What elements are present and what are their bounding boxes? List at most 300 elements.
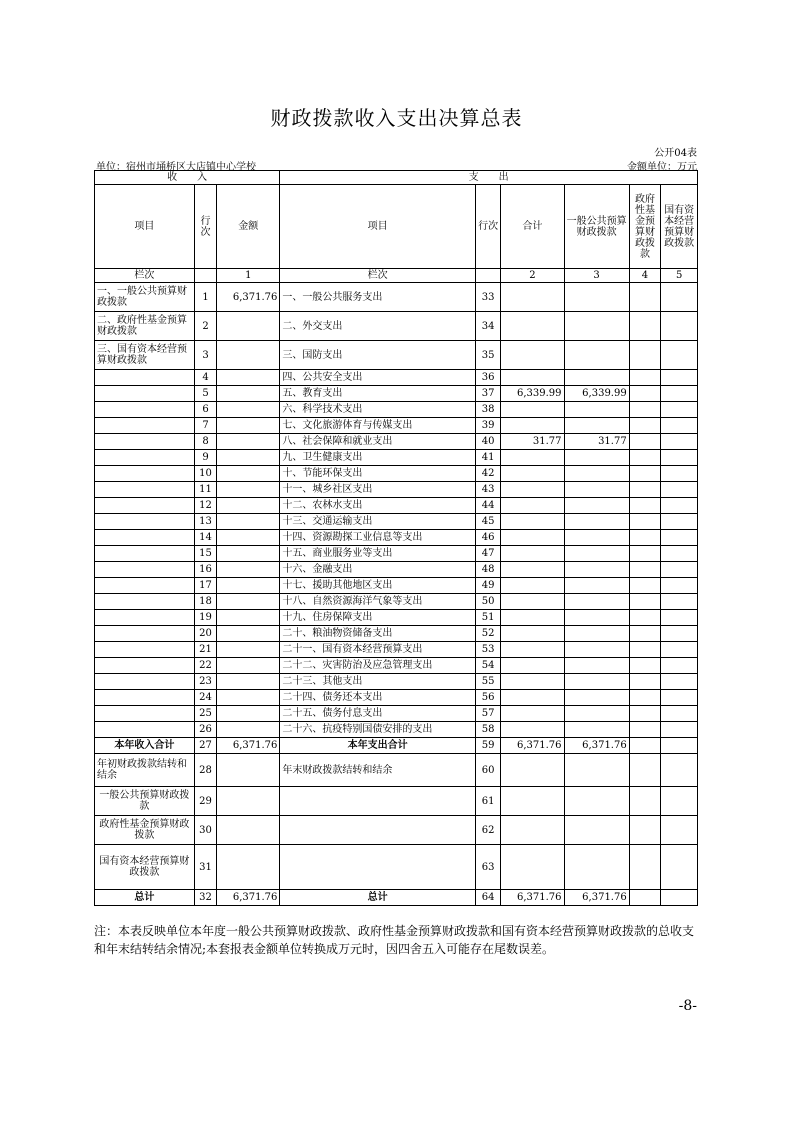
income-amount	[217, 530, 280, 546]
expense-total	[501, 370, 564, 386]
table-row	[95, 530, 698, 546]
col-3: 3	[564, 269, 629, 283]
income-row-no: 21	[194, 642, 216, 658]
expense-state-capital	[661, 626, 698, 642]
expense-total	[501, 530, 564, 546]
income-row-no: 15	[194, 546, 216, 562]
carry-state-capital	[661, 816, 698, 845]
income-row-no: 19	[194, 610, 216, 626]
expense-header: 支 出	[280, 171, 698, 185]
income-item	[95, 626, 195, 642]
table-row	[95, 674, 698, 690]
income-item	[95, 658, 195, 674]
income-item	[95, 434, 195, 450]
carry-gov-fund	[629, 754, 661, 787]
expense-state-capital	[661, 562, 698, 578]
expense-item: 二十六、抗疫特别国债安排的支出	[280, 722, 476, 738]
carry-gov-fund	[629, 845, 661, 890]
table-row	[95, 642, 698, 658]
income-amount	[217, 402, 280, 418]
expense-gov-fund	[629, 434, 661, 450]
carry-state-capital	[661, 845, 698, 890]
income-row-no: 16	[194, 562, 216, 578]
expense-gov-fund	[629, 341, 661, 370]
table-row	[95, 482, 698, 498]
expense-general	[564, 546, 629, 562]
table-row	[95, 283, 698, 312]
expense-row-no: 42	[475, 466, 500, 482]
income-row-no: 26	[194, 722, 216, 738]
expense-general	[564, 450, 629, 466]
expense-item: 二十一、国有资本经营预算支出	[280, 642, 476, 658]
income-item	[95, 610, 195, 626]
income-item	[95, 690, 195, 706]
expense-item: 十四、资源勘探工业信息等支出	[280, 530, 476, 546]
expense-total	[501, 674, 564, 690]
grand_total-expense-total: 6,371.76	[501, 890, 564, 906]
table-row	[95, 341, 698, 370]
expense-state-capital	[661, 370, 698, 386]
expense-gov-fund	[629, 386, 661, 402]
expense-general	[564, 690, 629, 706]
expense-row-no: 40	[475, 434, 500, 450]
expense-general	[564, 283, 629, 312]
income-row-no: 3	[194, 341, 216, 370]
carry-row	[95, 754, 698, 787]
carry-income-item: 年初财政拨款结转和结余	[95, 754, 195, 787]
expense-gov-fund	[629, 722, 661, 738]
carry-state-capital	[661, 754, 698, 787]
table-row	[95, 312, 698, 341]
expense-state-capital	[661, 610, 698, 626]
expense-state-capital	[661, 450, 698, 466]
income-item	[95, 674, 195, 690]
expense-gov-fund	[629, 312, 661, 341]
expense-general	[564, 594, 629, 610]
expense-row-no: 48	[475, 562, 500, 578]
table-row	[95, 658, 698, 674]
carry-gov-fund	[629, 816, 661, 845]
table-row	[95, 514, 698, 530]
carry-expense-row-no: 62	[475, 816, 500, 845]
income-row-no: 7	[194, 418, 216, 434]
carry-expense-row-no: 61	[475, 787, 500, 816]
year_total-income-amount: 6,371.76	[217, 738, 280, 754]
income-amount-header: 金额	[217, 185, 280, 269]
total-header: 合计	[501, 185, 564, 269]
expense-general	[564, 418, 629, 434]
expense-general	[564, 370, 629, 386]
table-row	[95, 690, 698, 706]
money-unit: 金额单位：万元	[627, 162, 697, 173]
expense-state-capital	[661, 418, 698, 434]
carry-state-capital	[661, 787, 698, 816]
expense-total	[501, 594, 564, 610]
income-item	[95, 562, 195, 578]
income-item	[95, 466, 195, 482]
income-item	[95, 578, 195, 594]
table-row	[95, 626, 698, 642]
income-row-no: 1	[194, 283, 216, 312]
year_total-income-row-no: 27	[194, 738, 216, 754]
expense-total	[501, 498, 564, 514]
expense-gov-fund	[629, 370, 661, 386]
state-capital-header: 国有资本经营预算财政拨款	[661, 185, 698, 269]
expense-row-no: 34	[475, 312, 500, 341]
table-row	[95, 562, 698, 578]
expense-total	[501, 466, 564, 482]
grand_total-expense-row-no: 64	[475, 890, 500, 906]
table-row	[95, 498, 698, 514]
carry-expense-item	[280, 845, 476, 890]
expense-gov-fund	[629, 674, 661, 690]
expense-state-capital	[661, 546, 698, 562]
income-item	[95, 450, 195, 466]
expense-total	[501, 578, 564, 594]
carry-gov-fund	[629, 787, 661, 816]
expense-row-no: 35	[475, 341, 500, 370]
expense-item: 二十二、灾害防治及应急管理支出	[280, 658, 476, 674]
expense-row-no: 39	[475, 418, 500, 434]
carry-row	[95, 787, 698, 816]
col-label: 栏次	[280, 269, 476, 283]
expense-general	[564, 466, 629, 482]
table-row	[95, 578, 698, 594]
expense-general	[564, 722, 629, 738]
income-row-no: 17	[194, 578, 216, 594]
income-header: 收 入	[95, 171, 280, 185]
table-row	[95, 466, 698, 482]
expense-general	[564, 642, 629, 658]
carry-income-item: 一般公共预算财政拨款	[95, 787, 195, 816]
expense-gov-fund	[629, 706, 661, 722]
year_total-expense-total: 6,371.76	[501, 738, 564, 754]
income-amount	[217, 341, 280, 370]
expense-gov-fund	[629, 530, 661, 546]
expense-gov-fund	[629, 626, 661, 642]
income-item	[95, 418, 195, 434]
income-item	[95, 370, 195, 386]
year_total-state-capital	[661, 738, 698, 754]
income-amount	[217, 594, 280, 610]
table-row	[95, 722, 698, 738]
expense-state-capital	[661, 578, 698, 594]
col-5: 5	[661, 269, 698, 283]
expense-gov-fund	[629, 466, 661, 482]
expense-state-capital	[661, 482, 698, 498]
income-row-no: 25	[194, 706, 216, 722]
carry-expense-general	[564, 845, 629, 890]
expense-gov-fund	[629, 514, 661, 530]
carry-income-row-no: 28	[194, 754, 216, 787]
expense-gov-fund	[629, 642, 661, 658]
income-amount: 6,371.76	[217, 283, 280, 312]
expense-state-capital	[661, 434, 698, 450]
grand_total-gov-fund	[629, 890, 661, 906]
income-amount	[217, 674, 280, 690]
expense-gov-fund	[629, 610, 661, 626]
year_total-expense-general: 6,371.76	[564, 738, 629, 754]
footnote: 注：本表反映单位本年度一般公共预算财政拨款、政府性基金预算财政拨款和国有资本经营预算财政拨款的总收支和年末结转结余情况;本套报表金额单位转换成万元时，因四舍五入可能存在尾数误差。	[94, 924, 695, 956]
income-amount	[217, 434, 280, 450]
carry-income-item: 政府性基金预算财政拨款	[95, 816, 195, 845]
expense-row-no: 54	[475, 658, 500, 674]
expense-total	[501, 402, 564, 418]
table-row	[95, 706, 698, 722]
expense-row-no: 41	[475, 450, 500, 466]
table-row	[95, 546, 698, 562]
expense-gov-fund	[629, 482, 661, 498]
expense-item: 十八、自然资源海洋气象等支出	[280, 594, 476, 610]
expense-gov-fund	[629, 402, 661, 418]
carry-income-amount	[217, 845, 280, 890]
income-item	[95, 594, 195, 610]
income-amount	[217, 658, 280, 674]
expense-total	[501, 283, 564, 312]
expense-item: 二十四、债务还本支出	[280, 690, 476, 706]
carry-expense-general	[564, 816, 629, 845]
income-amount	[217, 546, 280, 562]
expense-gov-fund	[629, 498, 661, 514]
income-amount	[217, 418, 280, 434]
expense-item: 十、节能环保支出	[280, 466, 476, 482]
income-amount	[217, 466, 280, 482]
table-row	[95, 370, 698, 386]
expense-item: 九、卫生健康支出	[280, 450, 476, 466]
expense-item-header: 项目	[280, 185, 476, 269]
col-2: 2	[501, 269, 564, 283]
expense-gov-fund	[629, 562, 661, 578]
carry-income-amount	[217, 787, 280, 816]
income-row-no: 18	[194, 594, 216, 610]
expense-row-no: 45	[475, 514, 500, 530]
expense-row-no: 58	[475, 722, 500, 738]
expense-total	[501, 312, 564, 341]
table-row	[95, 450, 698, 466]
expense-general	[564, 514, 629, 530]
carry-expense-row-no: 60	[475, 754, 500, 787]
carry-row	[95, 845, 698, 890]
expense-total	[501, 722, 564, 738]
expense-state-capital	[661, 466, 698, 482]
income-amount	[217, 642, 280, 658]
col-4: 4	[629, 269, 661, 283]
expense-item: 一、一般公共服务支出	[280, 283, 476, 312]
income-amount	[217, 690, 280, 706]
grand_total-expense-label: 总计	[280, 890, 476, 906]
carry-row	[95, 816, 698, 845]
grand_total-income-amount: 6,371.76	[217, 890, 280, 906]
carry-expense-item	[280, 787, 476, 816]
income-amount	[217, 514, 280, 530]
col-label: 栏次	[95, 269, 195, 283]
expense-gov-fund	[629, 283, 661, 312]
expense-general	[564, 530, 629, 546]
table-row	[95, 418, 698, 434]
expense-total	[501, 546, 564, 562]
income-item	[95, 530, 195, 546]
expense-general	[564, 658, 629, 674]
expense-row-no: 52	[475, 626, 500, 642]
expense-row-no: 43	[475, 482, 500, 498]
fiscal-summary-table	[94, 170, 698, 906]
expense-item: 二、外交支出	[280, 312, 476, 341]
col-1: 1	[217, 269, 280, 283]
year_total-expense-row-no: 59	[475, 738, 500, 754]
grand_total-expense-general: 6,371.76	[564, 890, 629, 906]
expense-general	[564, 498, 629, 514]
carry-expense-total	[501, 787, 564, 816]
expense-general	[564, 402, 629, 418]
expense-total	[501, 610, 564, 626]
income-amount	[217, 386, 280, 402]
expense-state-capital	[661, 341, 698, 370]
expense-item: 十一、城乡社区支出	[280, 482, 476, 498]
expense-general: 31.77	[564, 434, 629, 450]
carry-expense-total	[501, 845, 564, 890]
expense-general	[564, 578, 629, 594]
carry-expense-item: 年末财政拨款结转和结余	[280, 754, 476, 787]
expense-row-no: 47	[475, 546, 500, 562]
year_total-expense-label: 本年支出合计	[280, 738, 476, 754]
expense-total	[501, 482, 564, 498]
income-item	[95, 386, 195, 402]
income-row-no: 8	[194, 434, 216, 450]
year_total-gov-fund	[629, 738, 661, 754]
income-item	[95, 498, 195, 514]
expense-item: 十六、金融支出	[280, 562, 476, 578]
expense-item: 三、国防支出	[280, 341, 476, 370]
expense-general	[564, 626, 629, 642]
income-amount	[217, 312, 280, 341]
grand_total-income-row-no: 32	[194, 890, 216, 906]
carry-income-row-no: 31	[194, 845, 216, 890]
expense-item: 八、社会保障和就业支出	[280, 434, 476, 450]
expense-state-capital	[661, 594, 698, 610]
carry-expense-total	[501, 816, 564, 845]
income-item: 二、政府性基金预算财政拨款	[95, 312, 195, 341]
carry-expense-total	[501, 754, 564, 787]
income-amount	[217, 562, 280, 578]
expense-state-capital	[661, 402, 698, 418]
expense-total	[501, 658, 564, 674]
income-row-no: 2	[194, 312, 216, 341]
expense-total	[501, 626, 564, 642]
expense-total: 6,339.99	[501, 386, 564, 402]
expense-item: 七、文化旅游体育与传媒支出	[280, 418, 476, 434]
expense-row-no: 38	[475, 402, 500, 418]
gov-fund-header: 政府性基金预算财政拨款	[629, 185, 661, 269]
expense-general	[564, 706, 629, 722]
expense-state-capital	[661, 706, 698, 722]
expense-total	[501, 562, 564, 578]
income-row-no: 4	[194, 370, 216, 386]
income-amount	[217, 722, 280, 738]
carry-income-amount	[217, 754, 280, 787]
expense-general: 6,339.99	[564, 386, 629, 402]
expense-state-capital	[661, 312, 698, 341]
income-amount	[217, 706, 280, 722]
expense-gov-fund	[629, 578, 661, 594]
income-row-no: 22	[194, 658, 216, 674]
income-row-no: 13	[194, 514, 216, 530]
expense-row-no: 50	[475, 594, 500, 610]
expense-state-capital	[661, 530, 698, 546]
expense-row-no: 56	[475, 690, 500, 706]
income-item	[95, 402, 195, 418]
expense-row-no-header: 行次	[475, 185, 500, 269]
carry-income-row-no: 29	[194, 787, 216, 816]
expense-gov-fund	[629, 450, 661, 466]
expense-gov-fund	[629, 690, 661, 706]
expense-gov-fund	[629, 658, 661, 674]
expense-total	[501, 418, 564, 434]
expense-row-no: 57	[475, 706, 500, 722]
carry-expense-item	[280, 816, 476, 845]
page-number: -8-	[678, 998, 697, 1014]
grand_total-income-label: 总计	[95, 890, 195, 906]
income-row-no-header: 行次	[194, 185, 216, 269]
income-amount	[217, 626, 280, 642]
expense-general	[564, 562, 629, 578]
expense-state-capital	[661, 674, 698, 690]
expense-total	[501, 341, 564, 370]
expense-item: 二十、粮油物资储备支出	[280, 626, 476, 642]
form-number: 公开04表	[654, 148, 697, 159]
expense-total	[501, 642, 564, 658]
expense-row-no: 36	[475, 370, 500, 386]
carry-expense-general	[564, 787, 629, 816]
table-row	[95, 434, 698, 450]
income-row-no: 6	[194, 402, 216, 418]
income-item-header: 项目	[95, 185, 195, 269]
grand_total-state-capital	[661, 890, 698, 906]
carry-income-item: 国有资本经营预算财政拨款	[95, 845, 195, 890]
table-row	[95, 402, 698, 418]
expense-general	[564, 674, 629, 690]
income-item	[95, 642, 195, 658]
expense-state-capital	[661, 283, 698, 312]
table-row	[95, 610, 698, 626]
expense-state-capital	[661, 722, 698, 738]
carry-expense-general	[564, 754, 629, 787]
expense-item: 二十五、债务付息支出	[280, 706, 476, 722]
table-row	[95, 386, 698, 402]
expense-row-no: 49	[475, 578, 500, 594]
expense-total	[501, 690, 564, 706]
expense-row-no: 55	[475, 674, 500, 690]
income-item	[95, 514, 195, 530]
income-row-no: 23	[194, 674, 216, 690]
carry-expense-row-no: 63	[475, 845, 500, 890]
expense-item: 十二、农林水支出	[280, 498, 476, 514]
income-row-no: 9	[194, 450, 216, 466]
year_total-row	[95, 738, 698, 754]
page-title: 财政拨款收入支出决算总表	[270, 106, 523, 130]
expense-gov-fund	[629, 546, 661, 562]
income-amount	[217, 578, 280, 594]
expense-row-no: 44	[475, 498, 500, 514]
table-row	[95, 594, 698, 610]
income-item: 三、国有资本经营预算财政拨款	[95, 341, 195, 370]
income-item	[95, 482, 195, 498]
expense-total	[501, 450, 564, 466]
year_total-income-label: 本年收入合计	[95, 738, 195, 754]
expense-general	[564, 312, 629, 341]
expense-general	[564, 341, 629, 370]
income-item	[95, 706, 195, 722]
expense-item: 四、公共安全支出	[280, 370, 476, 386]
